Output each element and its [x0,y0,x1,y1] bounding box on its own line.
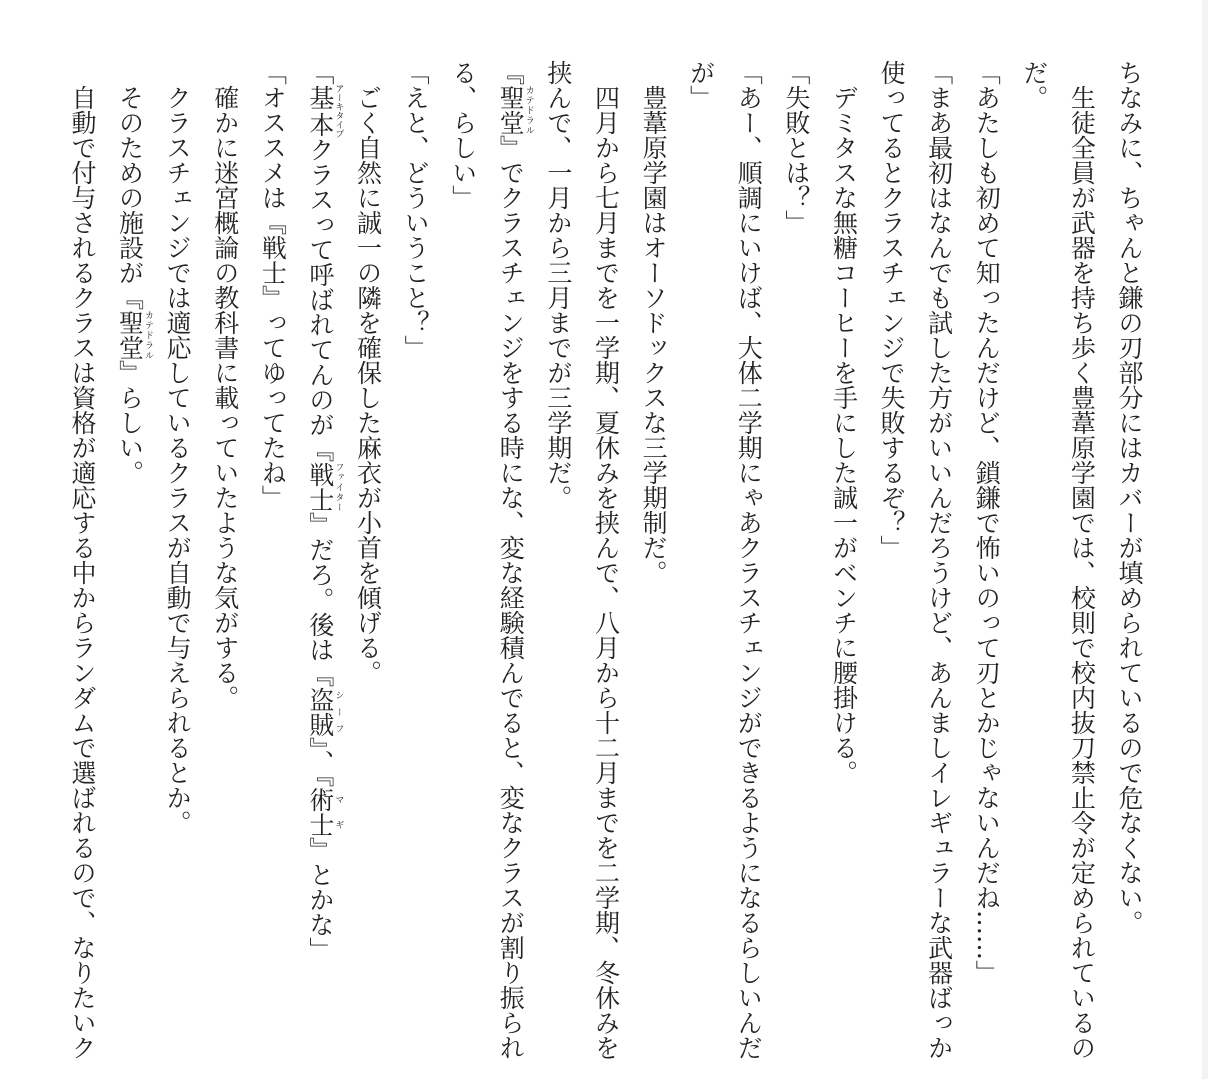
scrollbar-track[interactable] [1202,0,1208,1079]
ruby-base: 基本 [305,84,335,138]
text-line: 「えと、どういうこと？」 [401,60,431,360]
text-line: 四月から七月までを一学期、夏休みを挟んで、八月から十二月までを二学期、冬休みを [591,60,621,1060]
ruby-word [305,687,344,737]
text-segment: 「 [305,60,335,85]
text-segment: 』、『 [305,737,335,787]
ruby-base: 聖堂 [115,310,145,360]
text-segment: クラスって呼ばれてんのが『 [305,137,335,462]
text-line: 確かに迷宮概論の教科書に載っていたような気がする。 [210,60,240,710]
ruby-base: 戦士 [305,462,335,512]
text-line: 「失敗とは？」 [781,60,811,235]
ruby-reading: マギ [333,787,344,837]
ruby-reading: カテドラル [143,310,154,360]
text-line: 自動で付与されるクラスは資格が適応する中からランダムで選ばれるので、なりたいク [67,60,97,1060]
ruby-reading: ファイター [333,462,344,512]
text-line: だ。 [1019,60,1049,110]
text-line [106,60,154,1060]
text-segment: 』でクラスチェンジをする時にな、変な経験積んでると、変なクラスが割り振られ [496,135,526,1060]
ruby-word [305,787,344,837]
text-line: 使ってるとクラスチェンジで失敗するぞ？」 [877,60,907,560]
text-line [487,60,535,1060]
ruby-word [305,462,344,512]
ruby-reading: シーフ [333,687,344,737]
ruby-reading: アーキタイプ [333,84,344,138]
text-segment: 』だろ。後は『 [305,512,335,687]
text-line: 挟んで、一月から三月までが三学期だ。 [543,60,573,510]
ruby-reading: カテドラル [523,85,534,135]
text-line: 「あー、順調にいけば、大体二学期にゃあクラスチェンジができるようになるらしいんだ [734,60,764,1060]
text-line: ちなみに、ちゃんと鎌の刃部分にはカバーが填められているので危なくない。 [1115,60,1144,935]
text-line: 「あたしも初めて知ったんだけど、鎖鎌で怖いのって刃とかじゃないんだね……」 [972,60,1002,985]
text-line: が」 [686,60,716,110]
text-segment: 』とかな」 [305,837,335,962]
text-segment: 『 [496,60,526,85]
text-segment: そのための施設が『 [115,60,145,310]
ruby-base: 術士 [305,787,335,837]
text-segment: 』らしい。 [115,360,145,485]
text-line: 「まあ最初はなんでも試した方がいいんだろうけど、あんましイレギュラーな武器ばっか [924,60,954,1060]
text-line [296,60,344,1060]
text-line: 「オススメは『戦士』ってゆってたね」 [258,60,288,510]
ruby-base: 盗賊 [305,687,335,737]
ruby-word [115,310,154,360]
ruby-base: 聖堂 [496,85,526,135]
text-line: ごく自然に誠一の隣を確保した麻衣が小首を傾げる。 [353,60,383,685]
text-line: 豊葦原学園はオーソドックスな三学期制だ。 [639,60,669,585]
text-line: デミタスな無糖コーヒーを手にした誠一がベンチに腰掛ける。 [829,60,859,785]
text-line: クラスチェンジでは適応しているクラスが自動で与えられるとか。 [163,60,193,835]
vertical-text-body [43,60,1153,1060]
text-line: 生徒全員が武器を持ち歩く豊葦原学園では、校則で校内抜刀禁止令が定められているの [1067,60,1097,1060]
ruby-word [496,85,534,135]
ruby-word [305,84,344,138]
text-line: る、らしい」 [448,60,478,210]
